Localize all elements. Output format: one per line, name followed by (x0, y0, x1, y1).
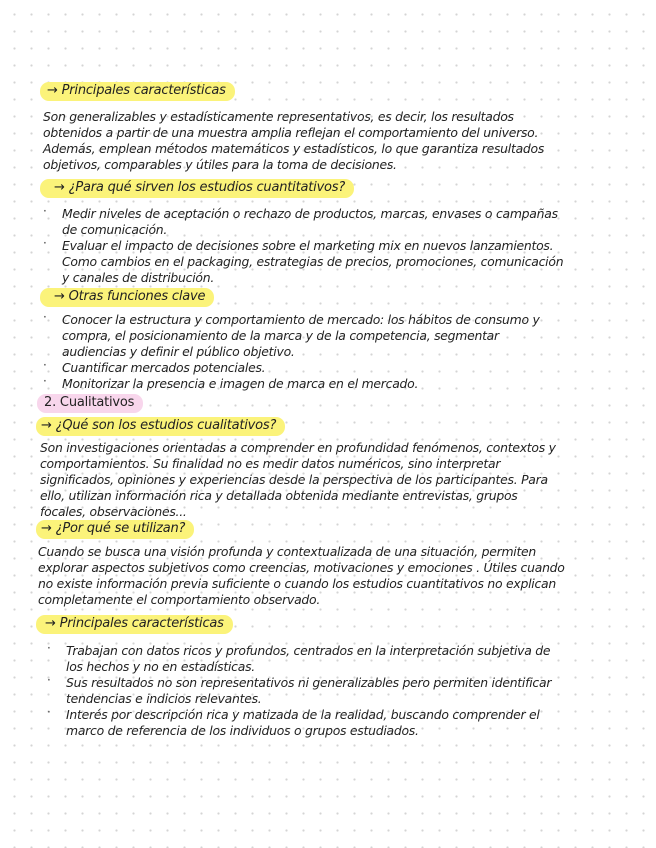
bullet-icon: · (43, 310, 47, 324)
section-caracteristicas-cuantitativos (0, 79, 656, 173)
section-heading: → Principales características (36, 615, 233, 634)
section-otras-funciones (0, 285, 656, 392)
section-para-que-sirven (0, 176, 656, 286)
bullet-list (0, 206, 656, 286)
section-caracteristicas-cualitativos (0, 612, 656, 739)
text-line: audiencias y definir el público objetivo. (62, 344, 295, 359)
text-line: Cuantificar mercados potenciales. (62, 360, 266, 375)
text-line: compra, el posicionamiento de la marca y de la competencia, segmentar (62, 328, 499, 343)
text-line: focales, observaciones... (40, 504, 187, 519)
list-item (47, 641, 656, 675)
section-heading: → Otras funciones clave (40, 288, 214, 307)
section-heading: → Principales características (40, 82, 235, 101)
text-line: tendencias e indicios relevantes. (66, 691, 262, 706)
text-line: Evaluar el impacto de decisiones sobre el marketing mix en nuevos lanzamientos. (62, 238, 554, 253)
list-item (43, 310, 656, 360)
section-title: 2. Cualitativos (37, 394, 143, 413)
list-item (47, 673, 656, 707)
text-line: marco de referencia de los individuos o grupos estudiados. (66, 723, 419, 738)
list-item (47, 705, 656, 739)
text-line: objetivos, comparables y útiles para la toma de decisiones. (43, 157, 397, 172)
bullet-list (0, 312, 656, 392)
section-heading: → ¿Para qué sirven los estudios cuantitativos? (40, 179, 354, 198)
text-line: obtenidos a partir de una muestra amplia reflejan el comportamiento del universo. (43, 125, 539, 140)
text-line: y canales de distribución. (62, 270, 215, 285)
paragraph (0, 544, 656, 608)
list-item (43, 374, 656, 392)
bullet-icon: · (43, 358, 47, 372)
list-item (43, 204, 656, 238)
text-line: los hechos y no en estadísticas. (66, 659, 255, 674)
section-que-son (0, 414, 656, 520)
section-heading: → ¿Qué son los estudios cualitativos? (36, 417, 285, 436)
text-line: ello, utilizan información rica y detallada obtenida mediante entrevistas, grupos (40, 488, 518, 503)
bullet-icon: · (47, 705, 51, 719)
bullet-list (0, 643, 656, 739)
section-por-que (0, 517, 656, 608)
text-line: no existe información previa suficiente o cuando los estudios cuantitativos no explican (38, 576, 556, 591)
text-line: comportamientos. Su finalidad no es medir datos numéricos, sino interpretar (40, 456, 501, 471)
bullet-icon: · (43, 204, 47, 218)
bullet-icon: · (47, 641, 51, 655)
text-line: Cuando se busca una visión profunda y contextualizada de una situación, permiten (38, 544, 537, 559)
section-heading: → ¿Por qué se utilizan? (36, 520, 194, 539)
text-line: Medir niveles de aceptación o rechazo de productos, marcas, envases o campañas (62, 206, 558, 221)
text-line: completamente el comportamiento observado. (38, 592, 321, 607)
bullet-icon: · (47, 673, 51, 687)
bullet-icon: · (43, 236, 47, 250)
paragraph (0, 109, 656, 173)
text-line: Interés por descripción rica y matizada de la realidad, buscando comprender el (66, 707, 540, 722)
bullet-icon: · (43, 374, 47, 388)
list-item (43, 236, 656, 286)
paragraph (0, 440, 656, 520)
text-line: Como cambios en el packaging, estrategias de precios, promociones, comunicación (62, 254, 564, 269)
text-line: significados, opiniones y experiencias desde la perspectiva de los participantes. Para (40, 472, 548, 487)
text-line: de comunicación. (62, 222, 168, 237)
section-cualitativos (0, 391, 656, 413)
text-line: Monitorizar la presencia e imagen de marca en el mercado. (62, 376, 419, 391)
text-line: Conocer la estructura y comportamiento de mercado: los hábitos de consumo y (62, 312, 540, 327)
text-line: Son generalizables y estadísticamente representativos, es decir, los resultados (43, 109, 514, 124)
text-line: Sus resultados no son representativos ni generalizables pero permiten identificar (66, 675, 552, 690)
text-line: Trabajan con datos ricos y profundos, centrados en la interpretación subjetiva de (66, 643, 551, 658)
text-line: explorar aspectos subjetivos como creencias, motivaciones y emociones . Útiles cuando (38, 560, 565, 575)
list-item (43, 358, 656, 376)
text-line: Además, emplean métodos matemáticos y estadísticos, lo que garantiza resultados (43, 141, 545, 156)
text-line: Son investigaciones orientadas a comprender en profundidad fenómenos, contextos y (40, 440, 556, 455)
